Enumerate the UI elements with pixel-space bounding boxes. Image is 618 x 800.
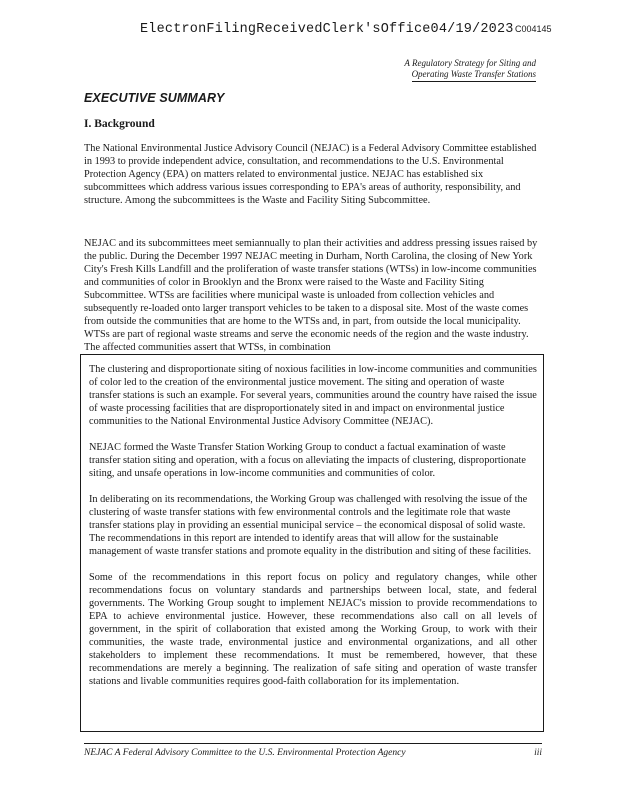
running-head-line-1: A Regulatory Strategy for Siting and (404, 58, 536, 68)
page-title: EXECUTIVE SUMMARY (84, 91, 225, 105)
body-paragraph-2: NEJAC and its subcommittees meet semiannually to plan their activities and address pressing issues raised by the public. During the December 1997 NEJAC meeting in Durham, North Carolina, the closing of New York City's Fresh Kills Landfill and the proliferation of waste transfer stations (WTSs) in low-income communities and communities of color in Brooklyn and the Bronx were raised to the Waste and Facility Siting Subcommittee. WTSs are facilities where municipal waste is unloaded from collection vehicles and subsequently re-loaded onto larger transport vehicles to be taken to a disposal site. Most of the waste comes from outside the communities that are home to the WTSs and, in part, from outside the local municipality. WTSs are part of regional waste streams and serve the economic needs of the region and the waste industry. The affected communities assert that WTSs, in combination (84, 238, 538, 353)
box-paragraph-4: Some of the recommendations in this report focus on policy and regulatory changes, while other recommendations focus on voluntary standards and partnerships between local, state, and federal governments. The Working Group sought to implement NEJAC's mission to provide recommendations to EPA to achieve environmental justice. However, these recommendations also call on all levels of government, in the spirit of collaboration that existed among the Working Group, to work with their communities, the waste trade, environmental justice and environmental organizations, and all other stakeholders to implement these recommendations. It must be remembered, however, that these recommendations are merely a beginning. The realization of safe siting and operation of waste transfer stations and livable communities requires good-faith collaboration for its implementation. (89, 572, 537, 687)
box-paragraph-2: NEJAC formed the Waste Transfer Station Working Group to conduct a factual examination of waste transfer station siting and operation, with a focus on alleviating the impacts of clustering, disproportionate siting, and unsafe operations in low-income communities and communities of color. (89, 442, 526, 479)
filing-stamp: ElectronFilingReceivedClerk'sOffice04/19/2023 (140, 22, 514, 37)
footer-text: NEJAC A Federal Advisory Committee to the U.S. Environmental Protection Agency (84, 748, 406, 758)
running-head (316, 58, 536, 82)
running-head-line-2: Operating Waste Transfer Stations (412, 69, 536, 82)
body-paragraph-1: The National Environmental Justice Advisory Council (NEJAC) is a Federal Advisory Committee established in 1993 to provide independent advice, consultation, and recommendations to the U.S. Environmental Protection Agency (EPA) on matters related to environmental justice. NEJAC has established six subcommittees which address various issues corresponding to EPA's areas of authority, responsibility, and structure. Among the subcommittees is the Waste and Facility Siting Subcommittee. (84, 143, 537, 206)
section-heading: I. Background (84, 118, 155, 130)
box-paragraph-1: The clustering and disproportionate siting of noxious facilities in low-income communities and communities of color led to the creation of the environmental justice movement. The siting and operation of waste transfer stations is such an example. For several years, communities around the country have raised the issue of waste processing facilities that are disproportionately sited in and impact on environmental justice communities to the National Environmental Justice Advisory Committee (NEJAC). (89, 364, 537, 427)
page-footer (84, 743, 542, 758)
box-paragraph-3: In deliberating on its recommendations, the Working Group was challenged with resolving the issue of the clustering of waste transfer stations with few environmental controls and the legitimate role that waste transfer stations play in providing an essential municipal service – the economical disposal of solid waste. The recommendations in this report are intended to identify areas that will allow for the sustainable management of waste transfer stations and promote equality in the distribution and siting of these facilities. (89, 494, 532, 557)
filing-code: C004145 (515, 24, 552, 34)
page-number: iii (534, 748, 542, 758)
summary-box (80, 354, 544, 732)
